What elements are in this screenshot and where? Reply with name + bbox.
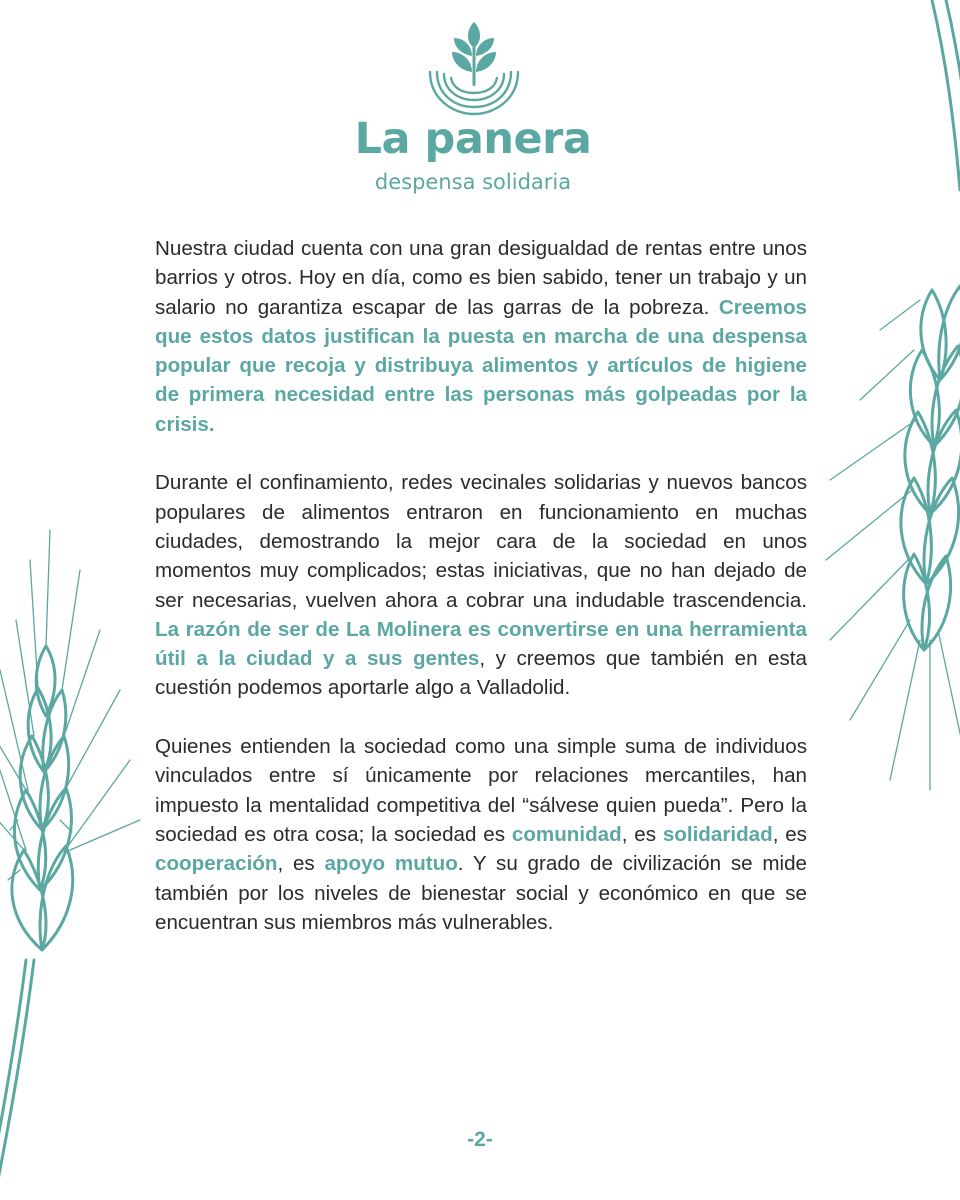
- highlight-cooperacion: cooperación: [155, 852, 278, 876]
- page-number: -2-: [467, 1128, 493, 1151]
- paragraph-text: . Y su grado de civilización se mide también por los niveles de bienestar social y económico en que se encuentran sus miembros más vulnerables.: [155, 852, 808, 934]
- highlight-solidaridad: solidaridad: [662, 822, 773, 846]
- paragraph: [155, 732, 807, 937]
- highlight-text: La razón de ser de La Molinera es convertirse en una herramienta útil a la ciudad y a sus gentes: [155, 617, 807, 671]
- paragraph-text: Durante el confinamiento, redes vecinales solidarias y nuevos bancos populares de alimentos entraron en funcionamiento en muchas ciudades, demostrando la mejor cara de la sociedad en unos momentos muy complicados; estas iniciativas, que no han dejado de ser necesarias, vuelven ahora a cobrar una indudable trascendencia.: [155, 471, 807, 612]
- sprout-hands-icon: [426, 20, 522, 118]
- brand-subtitle: despensa solidaria: [374, 170, 572, 194]
- body-text: [155, 234, 807, 966]
- brand-title: La panera: [354, 114, 592, 164]
- paragraph-text: , es: [772, 822, 807, 846]
- paragraph-text: Nuestra ciudad cuenta con una gran desigualdad de rentas entre unos barrios y otros. Hoy en día, como es bien sabido, tener un trabajo y un salario no garantiza escapar de las garras de la pobreza.: [155, 237, 807, 319]
- highlight-comunidad: comunidad: [511, 822, 622, 846]
- wheat-ear-icon: [0, 520, 180, 1200]
- paragraph-text: Quienes entienden la sociedad como una simple suma de individuos vinculados entre sí únicamente por relaciones mercantiles, han impuesto la mentalidad competitiva del “sálvese quien pueda”. Pero la sociedad es otra cosa; la sociedad es: [155, 735, 807, 846]
- paragraph-text: , es: [277, 852, 325, 876]
- paragraph-text: , es: [621, 822, 663, 846]
- paragraph: [155, 468, 807, 702]
- highlight-apoyo-mutuo: apoyo mutuo: [324, 852, 458, 876]
- paragraph-text: , y creemos que también en esta cuestión podemos aportarle algo a Valladolid.: [155, 647, 807, 700]
- highlight-text: Creemos que estos datos justifican la puesta en marcha de una despensa popular que recoja y distribuya alimentos y artículos de higiene de primera necesidad entre las personas más golpeadas por la crisis.: [155, 295, 807, 436]
- paragraph: [155, 234, 807, 439]
